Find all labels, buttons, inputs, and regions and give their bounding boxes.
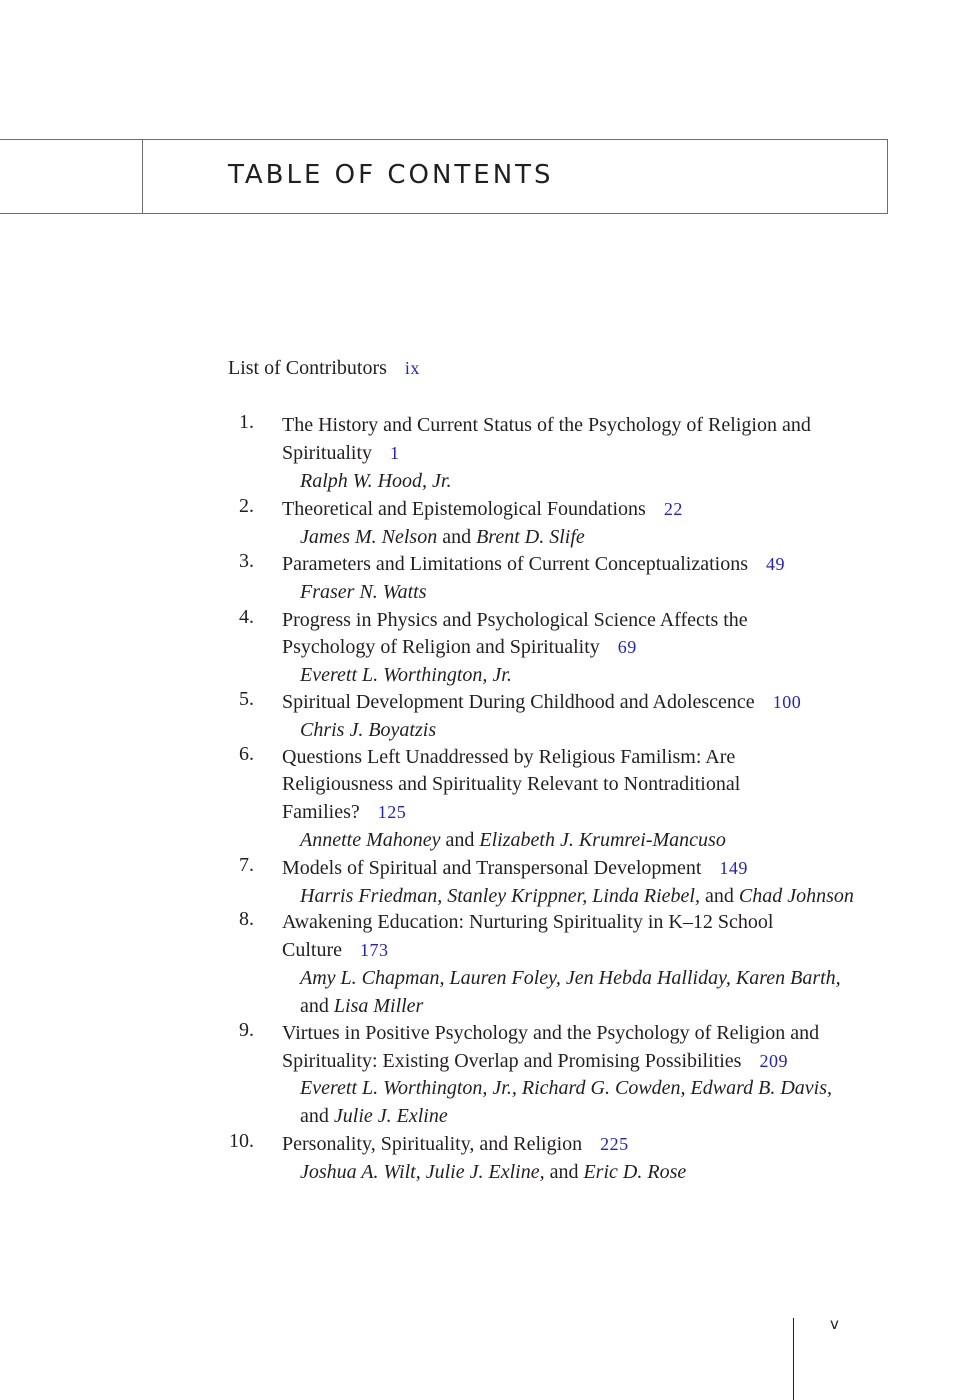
chapter-number: 3. — [239, 550, 254, 572]
chapter-page-link[interactable]: 125 — [377, 802, 407, 822]
chapter-title-cont: Spirituality 1 — [282, 442, 400, 464]
chapter-number: 5. — [239, 688, 254, 710]
chapter-title-cont: Spirituality: Existing Overlap and Promising Possibilities 209 — [282, 1050, 788, 1072]
header-divider — [142, 139, 143, 214]
chapter-title: Theoretical and Epistemological Foundations 22 — [282, 498, 683, 520]
chapter-authors: James M. Nelson and Brent D. Slife — [300, 526, 585, 548]
chapter-page-link[interactable]: 173 — [360, 940, 389, 960]
chapter-page-link[interactable]: 69 — [617, 637, 637, 657]
chapter-authors: Joshua A. Wilt, Julie J. Exline, and Eric D. Rose — [300, 1161, 687, 1183]
chapter-title-cont: Religiousness and Spirituality Relevant to Nontraditional — [282, 773, 741, 795]
chapter-page-link[interactable]: 149 — [719, 858, 748, 878]
chapter-number: 9. — [239, 1019, 254, 1041]
chapter-number: 8. — [239, 908, 254, 930]
chapter-authors: Harris Friedman, Stanley Krippner, Linda Riebel, and Chad Johnson — [300, 885, 854, 907]
chapter-page-link[interactable]: 1 — [390, 443, 400, 463]
chapter-authors: Amy L. Chapman, Lauren Foley, Jen Hebda Halliday, Karen Barth, — [300, 967, 841, 989]
page-title: TABLE OF CONTENTS — [228, 160, 554, 190]
chapter-title: The History and Current Status of the Psychology of Religion and — [282, 414, 811, 436]
chapter-title: Personality, Spirituality, and Religion 225 — [282, 1133, 629, 1155]
chapter-authors-cont: and Lisa Miller — [300, 995, 424, 1017]
chapter-title: Spiritual Development During Childhood and Adolescence 100 — [282, 691, 802, 713]
chapter-page-link[interactable]: 22 — [663, 499, 683, 519]
front-matter-entry — [228, 354, 420, 382]
front-matter-page-link[interactable]: ix — [404, 358, 420, 378]
chapter-title: Models of Spiritual and Transpersonal Development 149 — [282, 857, 748, 879]
chapter-number: 4. — [239, 606, 254, 628]
chapter-title: Awakening Education: Nurturing Spirituality in K–12 School — [282, 911, 774, 933]
chapter-number: 6. — [239, 743, 254, 765]
chapter-number: 2. — [239, 495, 254, 517]
chapter-authors: Everett L. Worthington, Jr., Richard G. Cowden, Edward B. Davis, — [300, 1077, 833, 1099]
chapter-title: Virtues in Positive Psychology and the Psychology of Religion and — [282, 1022, 820, 1044]
chapter-number: 7. — [239, 854, 254, 876]
chapter-title: Progress in Physics and Psychological Science Affects the — [282, 609, 748, 631]
chapter-authors: Ralph W. Hood, Jr. — [300, 470, 452, 492]
chapter-title: Questions Left Unaddressed by Religious Familism: Are — [282, 746, 736, 768]
chapter-page-link[interactable]: 209 — [759, 1051, 788, 1071]
chapter-authors: Everett L. Worthington, Jr. — [300, 664, 512, 686]
chapter-title: Parameters and Limitations of Current Conceptualizations 49 — [282, 553, 785, 575]
front-matter-label: List of Contributors — [228, 357, 387, 379]
folio-rule — [793, 1318, 794, 1400]
chapter-authors: Chris J. Boyatzis — [300, 719, 437, 741]
chapter-title-cont: Families? 125 — [282, 801, 407, 823]
chapter-authors-cont: and Julie J. Exline — [300, 1105, 448, 1127]
chapter-page-link[interactable]: 49 — [766, 554, 785, 574]
chapter-number: 10. — [229, 1130, 254, 1152]
page-number: v — [830, 1315, 839, 1333]
chapter-authors: Annette Mahoney and Elizabeth J. Krumrei-Mancuso — [300, 829, 726, 851]
chapter-title-cont: Psychology of Religion and Spirituality 69 — [282, 636, 637, 658]
chapter-page-link[interactable]: 225 — [600, 1134, 629, 1154]
chapter-page-link[interactable]: 100 — [772, 692, 802, 712]
chapter-number: 1. — [239, 411, 254, 433]
chapter-authors: Fraser N. Watts — [300, 581, 427, 603]
chapter-title-cont: Culture 173 — [282, 939, 389, 961]
